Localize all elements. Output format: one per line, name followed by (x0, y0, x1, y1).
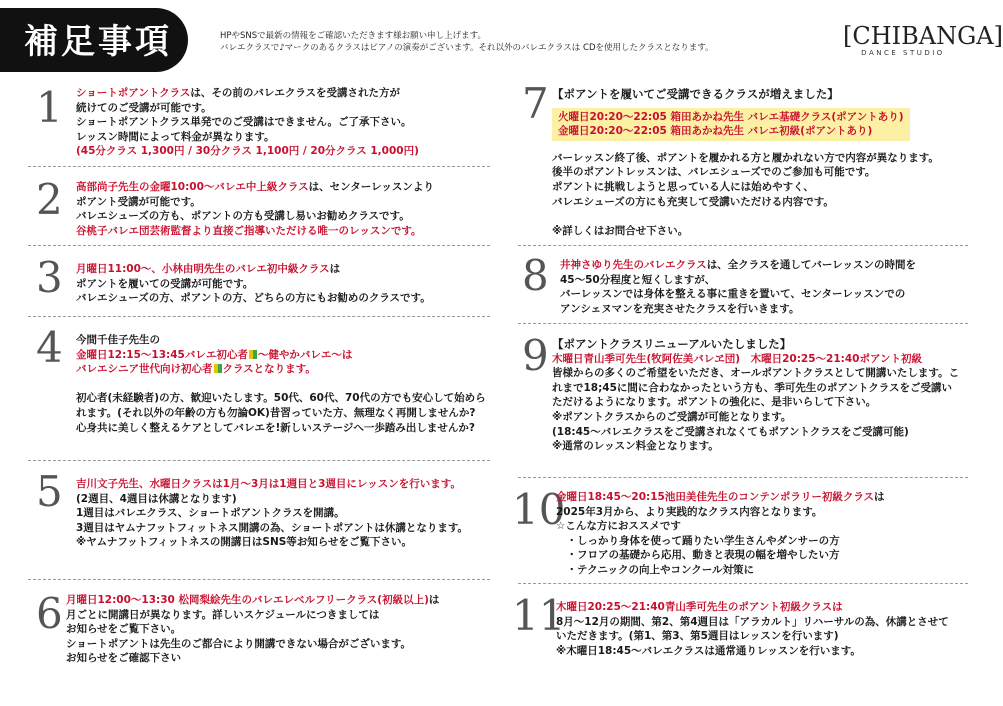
item-line (556, 519, 885, 534)
line-text: 月ごとに開講日が異なります。詳しいスケジュールにつきましては (66, 608, 380, 621)
item-line (552, 352, 959, 367)
title-tab (0, 8, 188, 72)
item-line (76, 115, 419, 130)
item-number: 2 (36, 175, 63, 224)
line-text: ポアントに挑戦しようと思っている人には始めやすく、 (552, 180, 814, 193)
line-text: ☆こんな方におススメです (556, 520, 681, 533)
item-line (552, 381, 959, 396)
item-line (556, 644, 949, 659)
item-line (560, 258, 916, 273)
line-text: は、全クラスを通してバーレッスンの時間を (706, 259, 917, 271)
item-body (552, 87, 939, 238)
section-divider (28, 316, 490, 317)
item-line (76, 224, 434, 239)
item-line (66, 622, 439, 637)
item-line (556, 563, 885, 578)
line-text: (2週目、4週目は休講となります) (76, 492, 237, 505)
line-text: 45〜50分程度と短くしますが、 (560, 273, 716, 286)
item-line (556, 490, 885, 505)
line-text: いただきます。(第1、第3、第5週目はレッスンを行います) (556, 630, 839, 643)
item-body (560, 258, 916, 316)
item-line (556, 548, 885, 563)
item-number: 9 (522, 331, 549, 380)
section-divider (518, 323, 968, 324)
item-line (76, 535, 468, 550)
line-text: は、センターレッスンより (308, 181, 434, 193)
item-line (552, 395, 959, 410)
line-text: バレエシューズの方も、ポアントの方も受講し易いお勧めクラスです。 (76, 210, 410, 223)
item-line (76, 333, 486, 348)
line-text: ・テクニックの向上やコンクール対策に (556, 563, 755, 576)
line-text: 1週目はバレエクラス、ショートポアントクラスを開講。 (76, 507, 345, 520)
item-line (556, 615, 949, 630)
item-body (76, 262, 431, 306)
item-line (552, 224, 939, 239)
line-text: レッスン時間によって料金が異なります。 (76, 130, 275, 143)
line-text: 初心者(未経験者)の方、歓迎いたします。50代、60代、70代の方でも安心して始めら (76, 392, 486, 405)
line-text: バレエシューズの方にも充実して受講いただける内容です。 (552, 195, 834, 208)
item-line (552, 366, 959, 381)
section-divider (28, 245, 490, 246)
item-line (76, 180, 434, 195)
line-text: ※ヤムナフットフィットネスの開講日はSNS等お知らせをご覧下さい。 (76, 536, 412, 549)
item-line (76, 86, 419, 101)
section-divider (518, 245, 968, 246)
item-line (76, 521, 468, 536)
item-line (556, 629, 949, 644)
line-text: 吉川文子先生、水曜日クラスは1月〜3月は1週目と3週目にレッスンを行います。 (76, 478, 461, 490)
beginner-mark-icon (214, 364, 222, 373)
line-text: 金曜日12:15〜13:45バレエ初心者 (76, 348, 248, 361)
logo-subtext: DANCE STUDIO (861, 49, 945, 57)
item-line (76, 506, 468, 521)
line-text: 高部尚子先生の金曜10:00〜バレエ中上級クラス (76, 181, 309, 193)
line-text: 今間千佳子先生の (76, 334, 160, 346)
line-text: 後半のポアントレッスンは、バレエシューズでのご参加も可能です。 (552, 166, 876, 179)
item-line (76, 262, 431, 277)
item-line (560, 273, 916, 288)
line-text: 金曜日18:45〜20:15池田美佳先生のコンテンポラリー初級クラス (556, 491, 875, 503)
item-line (552, 165, 939, 180)
highlight-line: 火曜日20:20〜22:05 箱田あかね先生 バレエ基礎クラス(ポアントあり) (558, 110, 904, 123)
line-text: ポアントを履いての受講が可能です。 (76, 277, 254, 290)
item-line (66, 637, 439, 652)
item-line (76, 195, 434, 210)
header-note: バレエクラスで♪マークのあるクラスはピアノの演奏がございます。それ以外のバレエクラスは CDを使用したクラスとなります。 (220, 43, 714, 53)
item-number: 4 (36, 323, 63, 372)
line-text: ポアント受講が可能です。 (76, 195, 201, 208)
section-divider (28, 579, 490, 580)
line-text: ・フロアの基礎から応用、動きと表現の幅を増やしたい方 (556, 549, 840, 562)
item-line (76, 348, 486, 363)
line-text: 谷桃子バレエ団芸術監督より直接ご指導いただける唯一のレッスンです。 (76, 224, 422, 237)
line-text: 心身共に美しく整えるケアとしてバレエを!新しいステージへ一歩踏み出しませんか? (76, 421, 475, 434)
line-text: ショートポアントクラス単発でのご受講はできません。ご了承下さい。 (76, 116, 412, 129)
item-line (552, 180, 939, 195)
item-line (556, 600, 949, 615)
section-divider (518, 583, 968, 584)
line-text: 2025年3月から、より実践的なクラス内容となります。 (556, 505, 823, 518)
line-text: お知らせをご確認下さい (66, 652, 182, 665)
header-notes (220, 30, 714, 54)
item-line (552, 151, 939, 166)
line-text: ・しっかり身体を使って踊りたい学生さんやダンサーの方 (556, 534, 840, 547)
item-number: 3 (36, 253, 63, 302)
item-line (76, 406, 486, 421)
line-text: 皆様からの多くのご希望をいただき、オールポアントクラスとして開講いたします。こ (552, 367, 960, 380)
line-text: お知らせをご覧下さい。 (66, 623, 182, 636)
line-text: ショートポアントは先生のご都合により開講できない場合がございます。 (66, 637, 412, 650)
beginner-mark-icon (249, 350, 257, 359)
studio-logo (843, 22, 1003, 57)
line-text: ショートポアントクラス (76, 87, 191, 99)
line-text: ※通常のレッスン料金となります。 (552, 440, 719, 453)
item-number: 7 (522, 79, 549, 128)
highlight-box (552, 108, 910, 141)
item-body (76, 86, 419, 159)
section-divider (28, 460, 490, 461)
item-line (76, 101, 419, 116)
header-note: HPやSNSで最新の情報をご確認いただきます様お願い申し上げます。 (220, 31, 486, 41)
item-line (76, 477, 468, 492)
item-line (66, 608, 439, 623)
item-line (76, 291, 431, 306)
item-line (76, 209, 434, 224)
line-text: 8月〜12月の期間、第2、第4週目は「アラカルト」リハーサルの為、休講とさせて (556, 615, 949, 628)
logo-text: [CHIBANGA] (843, 22, 1003, 50)
line-text: バーレッスン終了後、ポアントを履かれる方と履かれない方で内容が異なります。 (552, 151, 939, 164)
line-text: アンシェヌマンを充実させたクラスを行いきます。 (560, 302, 800, 315)
item-heading: 【ポアントを履いてご受講できるクラスが増えました】 (552, 87, 839, 101)
item-line (76, 492, 468, 507)
line-text: バレエシューズの方、ポアントの方、どちらの方にもお勧めのクラスです。 (76, 292, 431, 305)
item-line (66, 651, 439, 666)
line-text: 月曜日11:00〜、小林由明先生のバレエ初中級クラス (76, 263, 330, 275)
item-line (76, 362, 486, 377)
item-number: 1 (36, 83, 63, 132)
item-line (76, 277, 431, 292)
item-line (66, 593, 439, 608)
item-number: 11 (512, 591, 566, 640)
item-line (76, 130, 419, 145)
highlight-line: 金曜日20:20〜22:05 箱田あかね先生 バレエ初級(ポアントあり) (558, 125, 873, 138)
line-text: バレエシニア世代向け初心者 (76, 363, 213, 376)
section-divider (518, 477, 968, 478)
item-line (556, 534, 885, 549)
item-heading: 【ポアントクラスリニューアルいたしました】 (552, 337, 792, 351)
item-line (552, 425, 959, 440)
line-text: バーレッスンでは身体を整える事に重きを置いて、センターレッスンでの (560, 288, 906, 301)
item-line (560, 287, 916, 302)
line-text: は (874, 491, 885, 503)
item-body (556, 600, 949, 658)
line-text: (45分クラス 1,300円 / 30分クラス 1,100円 / 20分クラス 1,000円) (76, 145, 419, 158)
line-text: ※詳しくはお問合せ下さい。 (552, 224, 689, 237)
line-text: 続けてのご受講が可能です。 (76, 101, 212, 114)
line-text: 木曜日20:25〜21:40青山季可先生のポアント初級クラスは (556, 601, 843, 613)
line-text: (18:45〜バレエクラスをご受講されなくてもポアントクラスをご受講可能) (552, 425, 909, 438)
item-line (76, 144, 419, 159)
item-line (76, 377, 486, 392)
item-number: 10 (512, 485, 566, 534)
item-body (76, 180, 434, 238)
item-body (556, 490, 885, 578)
item-line (552, 439, 959, 454)
line-text: 月曜日12:00〜13:30 松岡梨絵先生のバレエレベルフリークラス(初級以上) (66, 594, 429, 606)
item-line (552, 410, 959, 425)
item-body (76, 477, 468, 550)
item-number: 8 (522, 251, 549, 300)
line-text: れまで18;45に間に合わなかったという方も、季可先生のポアントクラスをご受講い (552, 381, 952, 394)
section-divider (28, 166, 490, 167)
item-line (556, 505, 885, 520)
line-text: は (428, 594, 440, 606)
line-text: れます。(それ以外の年齢の方も勿論OK)昔習っていた方、無理なく再開しませんか? (76, 406, 476, 419)
item-line (560, 302, 916, 317)
line-text: ただけるようになります。ポアントの強化に、是非いらして下さい。 (552, 396, 877, 409)
item-body (66, 593, 439, 666)
item-body (76, 333, 486, 435)
line-text: 〜健やかバレエ〜は (257, 348, 353, 361)
line-text: は (329, 263, 341, 275)
line-text: 井神さゆり先生のバレエクラス (560, 259, 707, 271)
item-line (76, 391, 486, 406)
item-body (552, 337, 959, 454)
item-number: 5 (36, 467, 63, 516)
item-line (76, 421, 486, 436)
line-text: ※木曜日18:45〜バレエクラスは通常通りレッスンを行います。 (556, 644, 861, 657)
item-line (552, 209, 939, 224)
page-title: 補足事項 (24, 22, 172, 62)
line-text: 木曜日青山季可先生(牧阿佐美バレヱ団) 木曜日20:25〜21:40ポアント初級 (552, 352, 923, 365)
item-line (552, 195, 939, 210)
line-text: は、その前のバレエクラスを受講された方が (190, 87, 401, 99)
line-text: 3週目はヤムナフットフィットネス開講の為、ショートポアントは休講となります。 (76, 521, 469, 534)
item-number: 6 (36, 589, 63, 638)
line-text: クラスとなります。 (222, 363, 316, 376)
line-text: ※ポアントクラスからのご受講が可能となります。 (552, 410, 792, 423)
